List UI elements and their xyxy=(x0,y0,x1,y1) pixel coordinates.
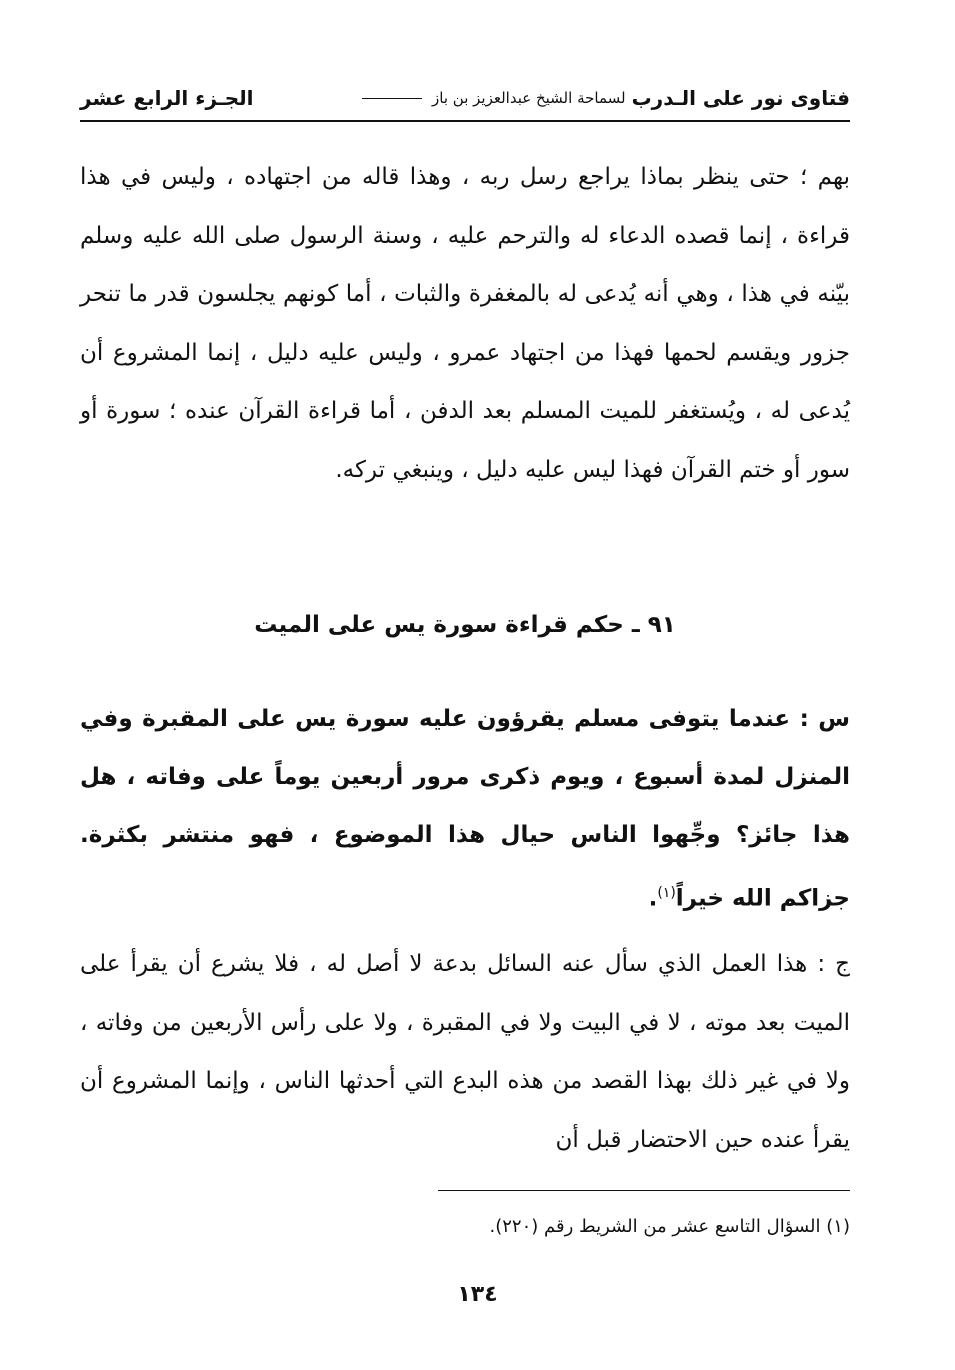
footnote: (١) السؤال التاسع عشر من الشريط رقم (٢٢٠). xyxy=(489,1216,850,1237)
answer-block xyxy=(80,935,850,1169)
answer-label: ج : xyxy=(817,951,850,977)
header-divider xyxy=(80,120,850,122)
header-dash-rule xyxy=(362,98,422,99)
footnote-reference[interactable]: (١) xyxy=(657,885,676,901)
footnote-divider xyxy=(438,1190,850,1191)
section-heading: ٩١ ـ حكم قراءة سورة يس على الميت xyxy=(254,612,676,638)
page-number: ١٣٤ xyxy=(457,1282,498,1307)
question-end: . xyxy=(648,885,658,912)
paragraph-continued: بهم ؛ حتى ينظر بماذا يراجع رسل ربه ، وهذا قاله من اجتهاده ، وليس في هذا قراءة ، إنما قصده الدعاء له والترحم عليه ، وسنة الرسول صلى الله عليه وسلم بيّنه في هذا ، وهي أنه يُدعى له بالمغفرة والثبات ، أما كونهم يجلسون قدر ما تنحر جزور ويقسم لحمها فهذا من اجتهاد عمرو ، وليس عليه دليل ، إنما المشروع أن يُدعى له ، ويُستغفر للميت المسلم بعد الدفن ، أما قراءة القرآن عنده ؛ سورة أو سور أو ختم القرآن فهذا ليس عليه دليل ، وينبغي تركه. xyxy=(80,164,850,483)
header-title-group xyxy=(358,86,850,110)
question-label: س : xyxy=(799,706,850,732)
question-text: عندما يتوفى مسلم يقرؤون عليه سورة يس على المقبرة وفي المنزل لمدة أسبوع ، ويوم ذكرى مرور أربعين يوماً على وفاته ، هل هذا جائز؟ وجِّهوا الناس حيال هذا الموضوع ، فهو منتشر بكثرة. جزاكم الله خيراً xyxy=(80,706,850,912)
book-title: فتاوى نور على الـدرب xyxy=(631,86,850,110)
part-label: الجـزء الرابع عشر xyxy=(80,86,254,110)
author-name: لسماحة الشيخ عبدالعزيز بن باز xyxy=(432,89,626,107)
question-block xyxy=(80,690,850,928)
answer-text: هذا العمل الذي سأل عنه السائل بدعة لا أصل له ، فلا يشرع أن يقرأ على الميت بعد موته ، لا في البيت ولا في المقبرة ، ولا على رأس الأربعين من وفاته ، ولا في غير ذلك بهذا القصد من هذه البدع التي أحدثها الناس ، وإنما المشروع أن يقرأ عنده حين الاحتضار قبل أن xyxy=(80,951,850,1153)
running-header xyxy=(80,78,850,118)
